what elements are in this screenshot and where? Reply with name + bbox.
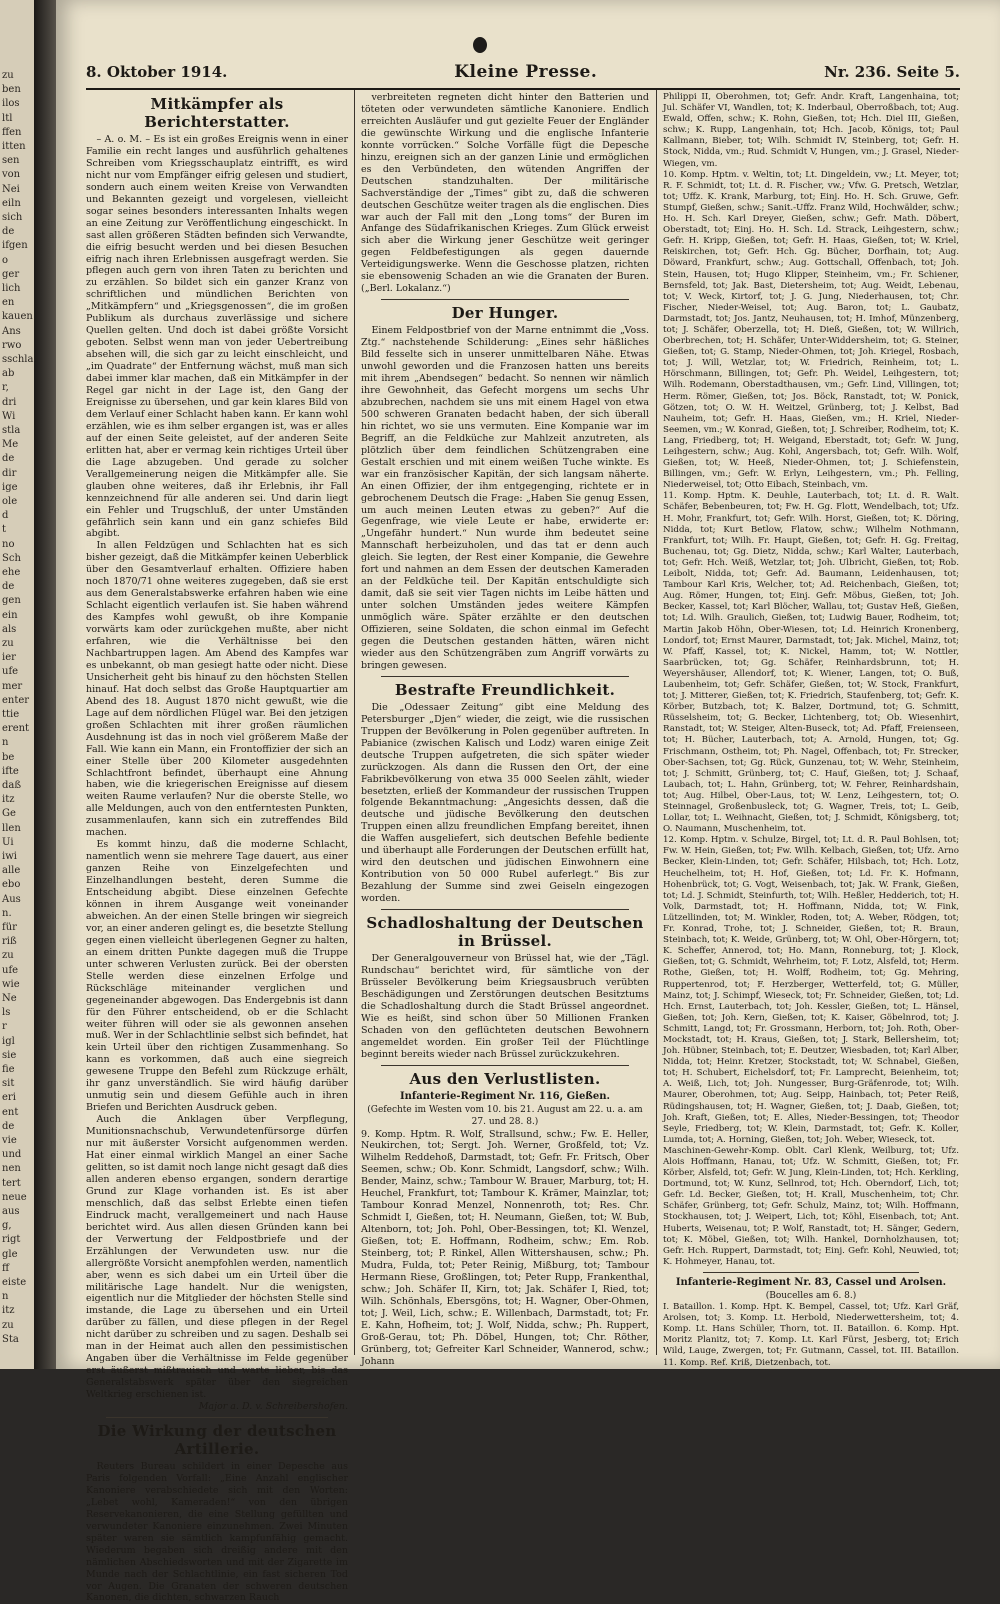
previous-page-fragment: mer bbox=[2, 680, 23, 692]
previous-page-fragment: itten bbox=[2, 141, 26, 152]
article-paragraph: – A. o. M. – Es ist ein großes Ereignis wenn in einer Familie ein recht langes und ausführlich gehaltenes Schreiben vom Kriegsschauplatz eintrifft, es wird nicht nur vom Empfänger eifrig gelesen und studiert, sondern auch einem weiten Kreise von Verwandten und Bekannten gezeigt und vorgelesen, vielleicht sogar seines besonders interessanten Inhalts wegen an eine Zeitung zur Veröffentlichung eingeschickt. In sast allen größeren Städten befinden sich Verwandte, die eifrig besucht werden und bei diesen Besuchen eifrig nach ihren Erlebnissen ausgefragt werden. Sie pflegen auch gern von ihren Taten zu berichten und zu erzählen. So bildet sich ein ganzer Kranz von schriftlichen und mündlichen Berichten von „Mitkämpfern“ und „Kriegsgenossen“, die im großen Publikum als durchaus zuverlässige und sichere Quellen gelten. Und doch ist dabei größte Vorsicht geboten. Selbst wenn man von jeder Uebertreibung absehen will, die sich gar zu leicht einschleicht, und „im Quadrate“ der Entfernung wächst, muß man sich dabei immer klar machen, daß ein Mitkämpfer in der Regel gar nicht in der Lage ist, den Gang der Ereignisse zu übersehen, und gar kein klares Bild von dem Verlauf einer Schlacht haben kann. Er kann wohl erzählen, wie es ihm selber ergangen ist, was er alles auf der einen Seite geleistet, auf der anderen Seite erlitten hat, aber er vermag kein richtiges Urteil über die Lage abzugeben. Und gerade zu solcher Verallgemeinerung neigen die Mitkämpfer alle. Sie glauben ohne weiteres, daß ihr Erlebnis, ihr Fall kennzeichnend für alle anderen sei. Und darin liegt ein Fehler und Trugschluß, der unter Umständen gefährlich sein kann und ein ganz schiefes Bild abgibt. bbox=[86, 134, 348, 540]
section-rule bbox=[381, 299, 629, 300]
previous-page-fragment: ffen bbox=[2, 126, 22, 138]
binding-hole bbox=[473, 37, 487, 53]
previous-page-fragment: n bbox=[2, 737, 9, 749]
previous-page-fragment: ger bbox=[2, 268, 20, 280]
previous-page-fragment: zu bbox=[2, 950, 14, 962]
previous-page-fragment: ufe bbox=[2, 666, 19, 678]
previous-page-fragment: Ans bbox=[2, 325, 21, 337]
previous-page-fragment: en bbox=[2, 297, 15, 309]
section-rule bbox=[106, 1417, 328, 1418]
column-1 bbox=[86, 92, 348, 1604]
previous-page-fragment: ige bbox=[2, 481, 18, 493]
column-rule bbox=[656, 90, 657, 1355]
previous-page-fragment: ier bbox=[2, 652, 16, 664]
previous-page-fragment: zu bbox=[2, 638, 14, 649]
previous-page-fragment: itz bbox=[2, 794, 15, 806]
casualty-list: I. Bataillon. 1. Komp. Hpt. K. Bempel, Cassel, tot; Ufz. Karl Gräf, Arolsen, tot; 3. Komp. Lt. Herbold, Niederwettersheim, tot; 4. Komp. Lt. Hans Schüler, Thorn, tot. II. Bataillon. 6. Komp. Hpt. Moritz Planitz, tot; 7. Komp. Lt. Karl Fürst, Jesberg, tot; Erich Wild, Lauge, Zwergen, tot; Fr. Gutmann, Cassel, tot. III. Bataillon. 11. Komp. Ref. Kriß, Dietzenbach, tot. bbox=[663, 1302, 959, 1368]
section-rule bbox=[381, 676, 629, 677]
previous-page-fragment: zu bbox=[2, 1319, 14, 1331]
previous-page-fragment: ttie bbox=[2, 709, 20, 720]
previous-page-fragment: d bbox=[2, 510, 9, 522]
previous-page-fragment: kauen bbox=[2, 311, 33, 323]
previous-page-fragment: Aus bbox=[2, 893, 21, 905]
newspaper-page bbox=[56, 0, 1000, 1604]
previous-page-fragment: gen bbox=[2, 595, 21, 607]
page-header bbox=[86, 58, 960, 86]
regiment-heading: Infanterie-Regiment Nr. 83, Cassel und Arolsen. bbox=[675, 1276, 947, 1288]
header-issue: Nr. 236. Seite 5. bbox=[824, 63, 960, 81]
previous-page-fragment: dri bbox=[2, 396, 17, 408]
previous-page-fragment: t bbox=[2, 524, 7, 536]
previous-page-fragment: wie bbox=[2, 978, 20, 990]
previous-page-fragment: ebo bbox=[2, 879, 21, 891]
headline-wirkung: Die Wirkung der deutschen Artillerie. bbox=[97, 1421, 337, 1458]
previous-page-fragment: fie bbox=[2, 1064, 15, 1075]
previous-page-fragment: ben bbox=[2, 84, 21, 96]
column-2 bbox=[361, 92, 649, 1367]
casualty-list: 11. Komp. Hptm. K. Deuhle, Lauterbach, tot; Lt. d. R. Walt. Schäfer, Bebenbeuren, tot; Fw. H. Gg. Flott, Wendelbach, tot; Ufz. H. Mohr, Frankfurt, tot; Gefr. Wilh. Horst, Gießen, tot; K. Döring, Nidda, tot; Kurt Betlow, Flatow, schw.; Wilhelm Nothmann, Frankfurt, tot; Wilh. Fr. Haupt, Gießen, tot; Gefr. H. Gg. Freitag, Buchenau, tot; Gg. Dietz, Nidda, schw.; Karl Walter, Lauterbach, tot; Gefr. Hch. Weiß, Wetzlar, tot; Joh. Ulbricht, Gießen, tot; Rob. Leibolt, Nidda, tot; Gefr. Ad. Baumann, Leidenhausen, tot; Tambour Karl Kris, Welcher, tot; Ad. Reichenbach, Gießen, tot; Aug. Römer, Hungen, tot; Einj. Gefr. Möbus, Gießen, tot; Joh. Becker, Kassel, tot; Karl Blöcher, Wallau, tot; Gustav Heß, Gießen, tot; Ld. Wilh. Graulich, Gießen, tot; Ludwig Bauer, Rodheim, tot; Martin Jakob Höhn, Ober-Wiesen, tot; Ld. Heinrich Kronenberg, Londorf, tot; Ernst Maurer, Darmstadt, tot; Jak. Michel, Mainz, tot; W. Pfaff, Kassel, tot; K. Nickel, Hamm, tot; W. Nottler, Saarbrücken, tot; Gg. Schäfer, Reinhardsbrunn, tot; H. Weyershäuser, Allendorf, tot; K. Wiener, Langen, tot; O. Buß, Laubenheim, tot; Gefr. Schäfer, Gießen, tot; W. Stock, Frankfurt, tot; J. Mitterer, Gießen, tot; K. Friedrich, Staufenberg, tot; Gefr. K. Körber, Butzbach, tot; K. Balzer, Dortmund, tot; G. Schmitt, Rüsselsheim, tot; G. Becker, Lichtenberg, tot; Ob. Wiesenhirt, Ranstadt, tot; W. Steiger, Alten-Buseck, tot; Ad. Pfaff, Freienseen, tot; H. Bücher, Lauterbach, tot; A. Arnold, Hungen, tot; Gg. Frischmann, Ostheim, tot; Ph. Nagel, Offenbach, tot; Fr. Strecker, Ober-Sachsen, tot; Gg. Rück, Gunzenau, tot; W. Wehr, Steinheim, tot; J. Schmitt, Grünberg, tot; C. Hauf, Gießen, tot; J. Schaaf, Laubach, tot; L. Hahn, Grünberg, tot; W. Fehrer, Reinhardshain, tot; Aug. Hilbel, Ober-Laus, tot; W. Lenz, Leihgestern, tot; O. Steinnagel, Großenbusleck, tot; G. Wagner, Treis, tot; L. Geib, Lollar, tot; L. Weihnacht, Gießen, tot; J. Schmidt, Königsberg, tot; O. Naumann, Muschenheim, tot. bbox=[663, 491, 959, 835]
header-date: 8. Oktober 1914. bbox=[86, 63, 228, 81]
previous-page-fragment: no bbox=[2, 538, 15, 550]
previous-page-fragment: ltl bbox=[2, 112, 13, 124]
casualty-list: Maschinen-Gewehr-Komp. Oblt. Carl Klenk, Weilburg, tot; Ufz. Alois Hoffmann, Hanau, tot; Ufz. W. Schmitt, Gießen, tot; Fr. Körber, Alsfeld, tot; Gefr. W. Jung, Klein-Linden, tot; Hch. Kerkling, Dortmund, tot; W. Kunz, Sellnrod, tot; Hch. Oberndorf, Lich, tot; Gefr. Ld. Becker, Gießen, tot; H. Krall, Muschenheim, tot; Chr. Schäfer, Grünberg, tot; Gefr. Schulz, Mainz, tot; Wilh. Hoffmann, Stockhausen, tot; J. Weipert, Lich, tot; Köhl, Eisenbach, tot; Ant. Huberts, Weisenau, tot; P. Wolf, Ranstadt, tot; H. Sänger, Gedern, tot; K. Möbel, Gießen, tot; Wilh. Hankel, Dornholzhausen, tot; Gefr. Hch. Ruppert, Darmstadt, tot; Einj. Gefr. Kohl, Neuwied, tot; K. Hohmeyer, Hanau, tot. bbox=[663, 1145, 959, 1267]
previous-page-fragment: r, bbox=[2, 382, 9, 394]
headline-hunger: Der Hunger. bbox=[451, 304, 559, 323]
previous-page-fragment: nen bbox=[2, 1163, 21, 1175]
previous-page-fragment: ff bbox=[2, 1262, 10, 1274]
previous-page-fragment: ab bbox=[2, 368, 15, 380]
previous-page-fragment: ifgen bbox=[2, 240, 28, 252]
article-paragraph: In allen Feldzügen und Schlachten hat es sich bisher gezeigt, daß die Mitkämpfer keinen Ueberblick über den Gesamtverlauf erhalten. Offiziere haben noch 1870/71 ohne weiteres zugegeben, daß sie erst aus dem Generalstabswerke erfahren haben wie eine Schlacht eigentlich verlaufen ist. Sie haben während des Kampfes wohl gewußt, ob ihre Kompanie vorwärts kam oder zurückgehen mußte, aber nicht erfahren, wie die Verhältnisse bei den Nachbartruppen lagen. Am Abend des Kampfes war es unbekannt, ob man gesiegt hatte oder nicht. Diese Unsicherheit geht bis hinauf zu den höchsten Stellen hinauf. Hat doch selbst das Große Hauptquartier am Abend des 18. August 1870 nicht gewußt, wie die Lage auf dem nördlichen Flügel war. Bei den jetzigen großen Schlachten mit ihrer großen räumlichen Ausdehnung ist das in noch viel größerem Maße der Fall. Wie kann ein Mann, ein Frontoffizier der sich an einer Stelle über 200 Kilometer ausgedehnten Schlachtfront befindet, überhaupt eine Ahnung haben, wie die kriegerischen Ereignisse auf diesem weiten Raume verlaufen? Nur die oberste Stelle, wo alle Meldungen, auch von den entferntesten Punkten, zusammenlaufen, kann sich ein zutreffendes Bild machen. bbox=[86, 540, 348, 839]
previous-page-fragment: sie bbox=[2, 1049, 17, 1061]
previous-page-fragment: Ge bbox=[2, 808, 16, 820]
regiment-subheading: (Gefechte im Westen vom 10. bis 21. August am 22. u. a. am 27. und 28. 8.) bbox=[367, 1104, 643, 1127]
headline-bestrafte: Bestrafte Freundlichkeit. bbox=[394, 680, 616, 699]
headline-verlustlisten: Aus den Verlustlisten. bbox=[409, 1069, 601, 1088]
previous-page-fragment: Ne bbox=[2, 993, 17, 1004]
previous-page-fragment: aus bbox=[2, 1206, 20, 1217]
previous-page-fragment: enter bbox=[2, 694, 30, 706]
previous-page-fragment: de bbox=[2, 581, 15, 593]
previous-page-fragment: Wi bbox=[2, 410, 16, 422]
casualty-list: 12. Komp. Hptm. v. Schulze, Birgel, tot; Lt. d. R. Paul Bohlsen, tot; Fw. W. Hein, Gießen, tot; Fw. Wilh. Kelbach, Gießen, tot; Ufz. Arno Becker, Klein-Linden, tot; Gefr. Schäfer, Hilsbach, tot; Hch. Lotz, Heuchelheim, tot; H. Hof, Gießen, tot; Ld. Fr. K. Hofmann, Hohenbrück, tot; G. Vogt, Weisenbach, tot; Jak. W. Frank, Gießen, tot; Ld. J. Schmidt, Steinfurth, tot; Wilh. Heßler, Hedderich, tot; H. Volk, Darmstadt, tot; H. Hoffmann, Nidda, tot; W. Fink, Lützellinden, tot; M. Winkler, Roden, tot; A. Weber, Rödgen, tot; Fr. Konrad, Trohe, tot; J. Schneider, Gießen, tot; R. Braun, Steinbach, tot; K. Weide, Grünberg, tot; W. Ohl, Ober-Hörgern, tot; K. Scheffer, Annerod, tot; Ho. Mann, Ronneburg, tot; J. Klock, Gießen, tot; G. Schmidt, Wehrheim, tot; F. Lotz, Alsfeld, tot; Herm. Rothe, Gießen, tot; H. Wolff, Rodheim, tot; Gg. Mehring, Ruppertenrod, tot; F. Herzberger, Wetterfeld, tot; G. Müller, Mainz, tot; J. Schimpf, Wieseck, tot; Fr. Schneider, Gießen, tot; Ld. Hch. Ernst, Lauterbach, tot; Joh. Kessler, Gießen, tot; L. Hänsel, Gießen, tot; Joh. Kern, Gießen, tot; K. Kaiser, Göbelnrod, tot; J. Schmitt, Langd, tot; Fr. Grossmann, Herborn, tot; Joh. Roth, Ober-Mockstadt, tot; H. Kraus, Gießen, tot; J. Stark, Bellersheim, tot; Joh. Hübner, Steinbach, tot; E. Deutzer, Wiesbaden, tot; Karl Alber, Nidda, tot; Heinr. Kretzer, Stockstadt, tot; W. Schnabel, Gießen, tot; H. Schubert, Eichelsdorf, tot; Fr. Lamprecht, Beienheim, tot; A. Weiß, Lich, tot; Joh. Nungesser, Burg-Gräfenrode, tot; Wilh. Maurer, Oberohmen, tot; Aug. Seipp, Hainbach, tot; Peter Reiß, Rüdingshausen, tot; H. Wagner, Gießen, tot; J. Daab, Gießen, tot; Joh. Kraft, Gießen, tot; E. Alles, Nieder-Bessingen, tot; Theodor Seyle, Friedberg, tot; W. Klein, Darmstadt, tot; Gefr. K. Koller, Lumda, tot; A. Horning, Gießen, tot; Joh. Weber, Wieseck, tot. bbox=[663, 835, 959, 1145]
previous-page-fragment: rwo bbox=[2, 339, 22, 351]
previous-page-fragment: eiste bbox=[2, 1277, 27, 1288]
article-signature: Major a. D. v. Schreibershofen. bbox=[198, 1401, 348, 1413]
previous-page-fragment: Sch bbox=[2, 552, 21, 564]
article-paragraph: Es kommt hinzu, daß die moderne Schlacht, namentlich wenn sie mehrere Tage dauert, aus einer ganzen Reihe von Einzelgefechten und Einzelhandlungen besteht, deren Summe die Entscheidung abgibt. Diese einzelnen Gefechte können in ihrem Ausgange weit voneinander abweichen. An der einen Stelle bringen wir siegreich vor, an einer anderen gelingt es, die besetzte Stellung gegen einen vielleicht überlegenen Gegner zu halten, an einem dritten Punkte dagegen muß die Truppe unter schweren Verlusten zurück. Bei der obersten Stelle werden diese einzelnen Erfolge und Rückschläge miteinander verglichen und gegeneinander abgewogen. Das Endergebnis ist dann für den Führer entscheidend, ob er die Schlacht weiter führen will oder sie als gewonnen ansehen muß. Wer in der Schlachtlinie selbst sich befindet, hat kein Urteil über den richtigen Zusammenhang. So kann es vorkommen, daß auch eine siegreich gewesene Truppe den Befehl zum Rückzuge erhält, ihr ganz unverständlich. Sie wird häufig darüber unmutig sein und diesem Gefühle auch in ihren Briefen und Berichten Ausdruck geben. bbox=[86, 839, 348, 1114]
previous-page-fragment: Sta bbox=[2, 1333, 19, 1345]
previous-page-edge bbox=[0, 0, 36, 1369]
previous-page-fragment: neue bbox=[2, 1191, 27, 1203]
header-rule bbox=[86, 88, 960, 90]
previous-page-fragment: iwi bbox=[2, 851, 17, 862]
headline-schadlos: Schadloshaltung der Deutschen in Brüssel. bbox=[366, 914, 644, 951]
article-paragraph: Reuters Bureau schildert in einer Depesche aus Paris folgenden Vorfall: „Eine Anzahl englischer Kanoniere verabschiedete sich mit den Worten: „Lebet wohl, Kameraden!“ von den übrigen Reservekanonieren, die eine Stellung gefüllten und verwundeter Kanoniere einzunehmen. Zwei Minuten später waren sie sämtlich kampfunfähig gemacht. Wiederum begaben sich dreißig andere mit den nämlichen Abschiedsworten und mit der Zigarette im Munde nach der Schlachtlinie, ein fast sicheren Tod vor Augen. Die Granaten der schweren deutschen Kanonen, die dichten, schwarzen Rauch bbox=[86, 1460, 348, 1604]
previous-page-fragment: tert bbox=[2, 1177, 21, 1189]
article-paragraph: Die „Odessaer Zeitung“ gibt eine Meldung des Petersburger „Djen“ wieder, die zeigt, wie die russischen Truppen der Bevölkerung in Polen gegenüber auftreten. In Pabianice (zwischen Kalisch und Lodz) waren einige Zeit deutsche Truppen aufgetreten, die sich später wieder zurückzogen. Als dann die Russen den Ort, der eine Fabrikbevölkerung von etwa 35 000 Seelen zählt, wieder besetzten, erließ der Kommandeur der russischen Truppen folgende Bekanntmachung: „Angesichts dessen, daß die deutsche und jüdische Bevölkerung den deutschen Truppen einen allzu freundlichen Empfang bereitet, ihnen die Waffen ausgeliefert, sich deutschen Befehle bediente und überhaupt alle Forderungen der Deutschen erfüllt hat, wird den deutschen und jüdischen Einwohnern eine Kontribution von 50 000 Rubel auferlegt.“ Bis zur Bezahlung der Summe sind zwei Geiseln eingezogen worden. bbox=[361, 701, 649, 905]
article-paragraph: Einem Feldpostbrief von der Marne entnimmt die „Voss. Ztg.“ nachstehende Schilderung: „Eines sehr häßliches Bild fesselte sich in unserer unmittelbaren Nähe. Etwas unwohl geworden und die Franzosen hatten uns bereits mit ihrem „Abendsegen“ bedacht. So nennen wir nämlich ihre Gewohnheit, das Gefecht morgens um sechs Uhr abzubrechen, nachdem sie uns mit einem Hagel von etwa 500 schweren Granaten bedacht haben, der sich überall hin richtet, wo sie uns vermuten. Eine Kompanie war im Begriff, an die Feldküche zur Mahlzeit anzutreten, als plötzlich über dem feindlichen Schützengraben eine Gestalt erschien und mit einem weißen Tuche winkte. Es war ein französischer Kapitän, der sich langsam näherte. An einen Offizier, der ihm entgegenging, richtete er in gebrochenem Deutsch die Frage: „Haben Sie genug Essen, um auch meinen Leuten etwas zu geben?“ Auf die Gegenfrage, wie viele Leute er habe, erwiderte er: „Ungefähr hundert.“ Nun wurde ihm bedeutet seine Mannschaft herbeizuholen, und das tat er denn auch gleich. Sie legten, der Rest einer Kompanie, die Gewehre fort und nahmen an dem Essen der deutschen Kameraden an der Feldküche teil. Der Kapitän entschuldigte sich damit, daß sie seit vier Tagen nichts im Leibe hätten und unter solchen Umständen jedes weitere Kämpfen unmöglich wäre. Später erzählte er den deutschen Offizieren, seine Soldaten, die schon einmal im Gefecht gegen die Deutschen gestanden hätten, wären nicht wieder aus den Schützengräben zum Angriff vorwärts zu bringen gewesen. bbox=[361, 325, 649, 671]
previous-page-fragment: vie bbox=[2, 1135, 17, 1146]
previous-page-fragment: von bbox=[2, 169, 21, 181]
previous-page-fragment: Ui bbox=[2, 836, 14, 848]
previous-page-fragment: für bbox=[2, 922, 17, 933]
previous-page-fragment: gle bbox=[2, 1248, 18, 1260]
section-rule bbox=[381, 1065, 629, 1066]
previous-page-fragment: ein bbox=[2, 609, 18, 621]
previous-page-fragment: und bbox=[2, 1149, 22, 1161]
previous-page-fragment: itz bbox=[2, 1305, 15, 1317]
section-rule bbox=[703, 1272, 919, 1273]
previous-page-fragment: Nei bbox=[2, 183, 20, 195]
headline-mitkampfer: Mitkämpfer als Berichterstatter. bbox=[144, 95, 290, 131]
previous-page-fragment: rigt bbox=[2, 1234, 21, 1246]
previous-page-fragment: o bbox=[2, 254, 9, 266]
previous-page-fragment: ehe bbox=[2, 567, 21, 578]
previous-page-fragment: ls bbox=[2, 1007, 11, 1019]
casualty-list: 9. Komp. Hptm. R. Wolf, Strallsund, schw.; Fw. E. Heller, Neukirchen, tot; Sergt. Joh. Werner, Großfeld, tot; Vz. Wilhelm Reddehoß, Darmstadt, tot; Gefr. Fr. Fritsch, Ober Seemen, schw.; Ob. Konr. Schmidt, Langsdorf, schw.; Wilh. Bender, Mainz, schw.; Tambour W. Brauer, Marburg, tot; H. Heuchel, Frankfurt, tot; Tambour K. Krämer, Mainzlar, tot; Tambour Konrad Menzel, Nonnenroth, tot; Res. Chr. Schmidt I, Gießen, tot; H. Neumann, Gießen, tot; W. Bub, Altenborn, tot; Joh. Pohl, Ober-Bessingen, tot; Kl. Wenzel, Gießen, tot; E. Hoffmann, Rodheim, schw.; Em. Rob. Steinberg, tot; P. Rinkel, Allen Wittershausen, schw.; Ph. Mudra, Fulda, tot; Peter Reinig, Mißburg, tot; Tambour Hermann Riese, Großlingen, tot; Peter Rupp, Frankenthal, schw.; Joh. Schäfer II, Kirn, tot; Jak. Schäfer I, Ried, tot; Wilh. Schönhals, Ebersgöns, tot; H. Wagner, Ober-Ohmen, tot; J. Weil, Lich, schw.; E. Willenbach, Darmstadt, tot; Fr. E. Kahn, Hofheim, tot; J. Wolf, Nidda, schw.; Ph. Ruppert, Groß-Gerau, tot; Ph. Döbel, Hungen, tot; Chr. Röther, Grünberg, tot; Gefreiter Karl Schneider, Wannerod, schw.; Johann bbox=[361, 1128, 649, 1367]
previous-page-fragment: stla bbox=[2, 425, 21, 436]
previous-page-fragment: alle bbox=[2, 865, 21, 877]
previous-page-fragment: de bbox=[2, 453, 15, 465]
previous-page-fragment: de bbox=[2, 226, 15, 238]
previous-page-fragment: zu bbox=[2, 70, 14, 81]
regiment-heading: Infanterie-Regiment Nr. 116, Gießen. bbox=[399, 1090, 611, 1102]
previous-page-fragment: be bbox=[2, 751, 15, 763]
previous-page-fragment: eiln bbox=[2, 197, 21, 209]
previous-page-fragment: Me bbox=[2, 439, 19, 451]
previous-page-fragment: ifte bbox=[2, 765, 19, 777]
previous-page-fragment: ilos bbox=[2, 98, 20, 110]
book-gutter bbox=[34, 0, 56, 1369]
previous-page-fragment: daß bbox=[2, 780, 22, 791]
previous-page-fragment: sit bbox=[2, 1078, 15, 1090]
casualty-list: Philippi II, Oberohmen, tot; Gefr. Andr. Kraft, Langenhaina, tot; Jul. Schäfer VI, Wandlen, tot; K. Inderbaul, Oberroßbach, tot; Aug. Ewald, Offen, schw.; K. Rohn, Gießen, tot; Hch. Diel III, Gießen, schw.; K. Rupp, Langenhain, tot; Hch. Jacob, Königs, tot; Paul Kallmann, Bieber, tot; Wilh. Schmidt IV, Steinberg, tot; Gefr. H. Stock, Nidda, vm.; Rud. Schmidt V, Hungen, vm.; J. Grasel, Nieder-Wiegen, vm. bbox=[663, 92, 959, 169]
previous-page-fragment: r bbox=[2, 1021, 7, 1033]
previous-page-fragment: dir bbox=[2, 467, 17, 479]
previous-page-fragment: sich bbox=[2, 212, 23, 223]
previous-page-fragment: als bbox=[2, 623, 17, 635]
casualty-list: 10. Komp. Hptm. v. Weltin, tot; Lt. Dingeldein, vw.; Lt. Meyer, tot; R. F. Schmidt, tot; Lt. d. R. Fischer, vw.; Vfw. G. Pretsch, Wetzlar, tot; Uffz. K. Krank, Marburg, tot; Einj. Ho. H. Sch. Gruwe, Gefr. Stumpf, Gießen, schw.; Sanit.-Uffz. Franz Wild, Hochwälder, schw.; Ho. H. Sch. Karl Dreyer, Gießen, schw.; Gefr. Math. Döbert, Oberstadt, tot; Einj. Ho. H. Sch. Ld. Strack, Leihgestern, schw.; Gefr. H. Kripp, Gießen, tot; Gefr. H. Haas, Gießen, tot; W. Kriel, Reiskirchen, tot; Gefr. Hch. Gg. Bücher, Dorfhain, tot; Aug. Döward, Frankfurt, schw.; Aug. Gottschall, Offenbach, tot; Joh. Stein, Hausen, tot; Hugo Klipper, Steinheim, vm.; Fr. Schiener, Bernsfeld, tot; Jak. Bast, Dietersheim, tot; Aug. Weidt, Lebenau, tot; V. Weck, Kirtorf, tot; J. G. Jung, Niederhausen, tot; Chr. Fischer, Nieder-Weisel, tot; Aug. Baron, tot; L. Gaubatz, Darmstadt, tot; Jos. Jantz, Neuhausen, tot; H. Imhof, Münzenberg, tot; J. Schäfer, Oberzella, tot; H. Dieß, Gießen, tot; W. Willrich, Oberbrechen, tot; H. Schäfer, Unter-Widdersheim, tot; G. Steiner, Gießen, tot; G. Stamp, Nieder-Ohmen, tot; Joh. Kriegel, Rosbach, tot; J. Will, Wetzlar, tot; W. Friedrich, Reinheim, tot; L. Hörschmann, Billingen, tot; Gefr. Ph. Weidel, Leihgestern, tot; Wilh. Rodemann, Oberstadthausen, vm.; Gefr. Lind, Villingen, tot; Herm. Römer, Gießen, tot; Jos. Böck, Ranstadt, tot; W. Ponick, Götzen, tot; O. W. H. Weitzel, Grünberg, tot; J. Kelbst, Bad Nauheim, tot; Gefr. H. Haas, Gießen, vm.; H. Kriel, Nieder-Seemen, vm.; W. Konrad, Gießen, tot; J. Schreiber, Rodheim, tot; K. Lang, Friedberg, tot; H. Weigand, Eberstadt, tot; Gefr. W. Jung, Leihgestern, schw.; Aug. Kohl, Angersbach, tot; Gefr. Wilh. Wolf, Gießen, tot; W. Heeß, Nieder-Ohmen, tot; J. Schiefenstein, Billingen, vm.; Gefr. W. Erlyn, Leihgestern, vm.; Ph. Felling, Niederweisel, tot; Otto Eibach, Steinbach, vm. bbox=[663, 169, 959, 491]
column-rule bbox=[354, 90, 355, 1355]
previous-page-fragment: lich bbox=[2, 283, 21, 294]
previous-page-fragment: ent bbox=[2, 1106, 19, 1118]
header-title: Kleine Presse. bbox=[454, 62, 598, 82]
previous-page-fragment: n bbox=[2, 1291, 9, 1303]
previous-page-fragment: g, bbox=[2, 1220, 12, 1232]
previous-page-fragment: igl bbox=[2, 1035, 15, 1047]
regiment-subheading: (Boucelles am 6. 8.) bbox=[765, 1290, 857, 1301]
previous-page-fragment: n. bbox=[2, 907, 12, 919]
previous-page-fragment: eri bbox=[2, 1092, 16, 1104]
article-paragraph: Auch die Anklagen über Verpflegung, Munitionsnachschub, Verwundetenfürsorge dürfen nur mit äußerster Vorsicht aufgenommen werden. Hat einer einmal wirklich Mangel an einer Sache gelitten, so ist damit noch lange nicht gesagt daß dies allen anderen ebenso ergangen, sondern derartige Grund zur Klage vorhanden ist. Es ist aber menschlich, daß das selbst Erlebte einen tiefen Eindruck macht, verallgemeinert und nach Hause berichtet wird. Aus allen diesen Gründen kann bei der Verwertung der Feldpostbriefe und der Erzählungen der Verwundeten usw. nur die allergrößte Vorsicht anempfohlen werden, namentlich aber, wenn es sich dabei um ein Urteil über die militärische Lage handelt. Nur die wenigsten, eigentlich nur die Mitglieder der höchsten Stelle sind imstande, die Lage zu übersehen und ein Urteil darüber zu fällen, und diese pflegen in der Regel nicht darüber zu schreiben und zu sagen. Deshalb sei man in der Heimat auch allen den pessimistischen Angaben über die Verhältnisse im Felde gegenüber erst äußerst mißtrauisch und warte lieber, bis das Generalstabswerk später über den siegreichen Weltkrieg erschienen ist. bbox=[86, 1114, 348, 1401]
previous-page-fragment: de bbox=[2, 1120, 15, 1132]
column-3 bbox=[663, 92, 959, 1368]
previous-page-fragment: sen bbox=[2, 155, 20, 167]
previous-page-fragment: sschla bbox=[2, 354, 34, 365]
section-rule bbox=[381, 909, 629, 910]
previous-page-fragment: ufe bbox=[2, 964, 19, 976]
previous-page-fragment: llen bbox=[2, 822, 21, 834]
previous-page-fragment: ole bbox=[2, 496, 18, 507]
previous-page-fragment: erent bbox=[2, 723, 30, 735]
article-paragraph: Der Generalgouverneur von Brüssel hat, wie der „Tägl. Rundschau“ berichtet wird, für sämtliche von der Brüsseler Bevölkerung beim Kriegsausbruch verübten Beschädigungen und Zerstörungen deutschen Besitztums die Schadloshaltung durch die Stadt Brüssel angeordnet. Wie es heißt, sind schon über 50 Millionen Franken Schaden von den geflüchteten deutschen Bewohnern angemeldet worden. Ein großer Teil der Flüchtlinge beginnt bereits wieder nach Brüssel zurückzukehren. bbox=[361, 953, 649, 1060]
previous-page-fragment: riß bbox=[2, 936, 17, 948]
article-paragraph: verbreiteten regneten dicht hinter den Batterien und töteten oder verwundeten sämtliche Kanoniere. Endlich erreichten Ausläufer und gut gezielte Feuer der Engländer die gewünschte Wirkung und die englische Infanterie konnte vorrücken.“ Solche Vorfälle fügt die Depesche hinzu, ereignen sich an der ganzen Linie und ermöglichen es den Verbündeten, den wütenden Angriffen der Deutschen standzuhalten. Der militärische Sachverständige der „Times“ gibt zu, daß die schweren deutschen Geschütze weiter tragen als die englischen. Dies war auch der Fall mit den „Long toms“ der Buren im Anfange des Südafrikanischen Krieges. Zum Glück erweist sich aber die Wirkung jener Geschütze weit geringer gegen Feldbefestigungen als gegen dauernde Verteidigungswerke. Wenn die Geschosse platzen, richten sie ebensowenig Schaden an wie die Granaten der Buren. („Berl. Lokalanz.“) bbox=[361, 92, 649, 295]
